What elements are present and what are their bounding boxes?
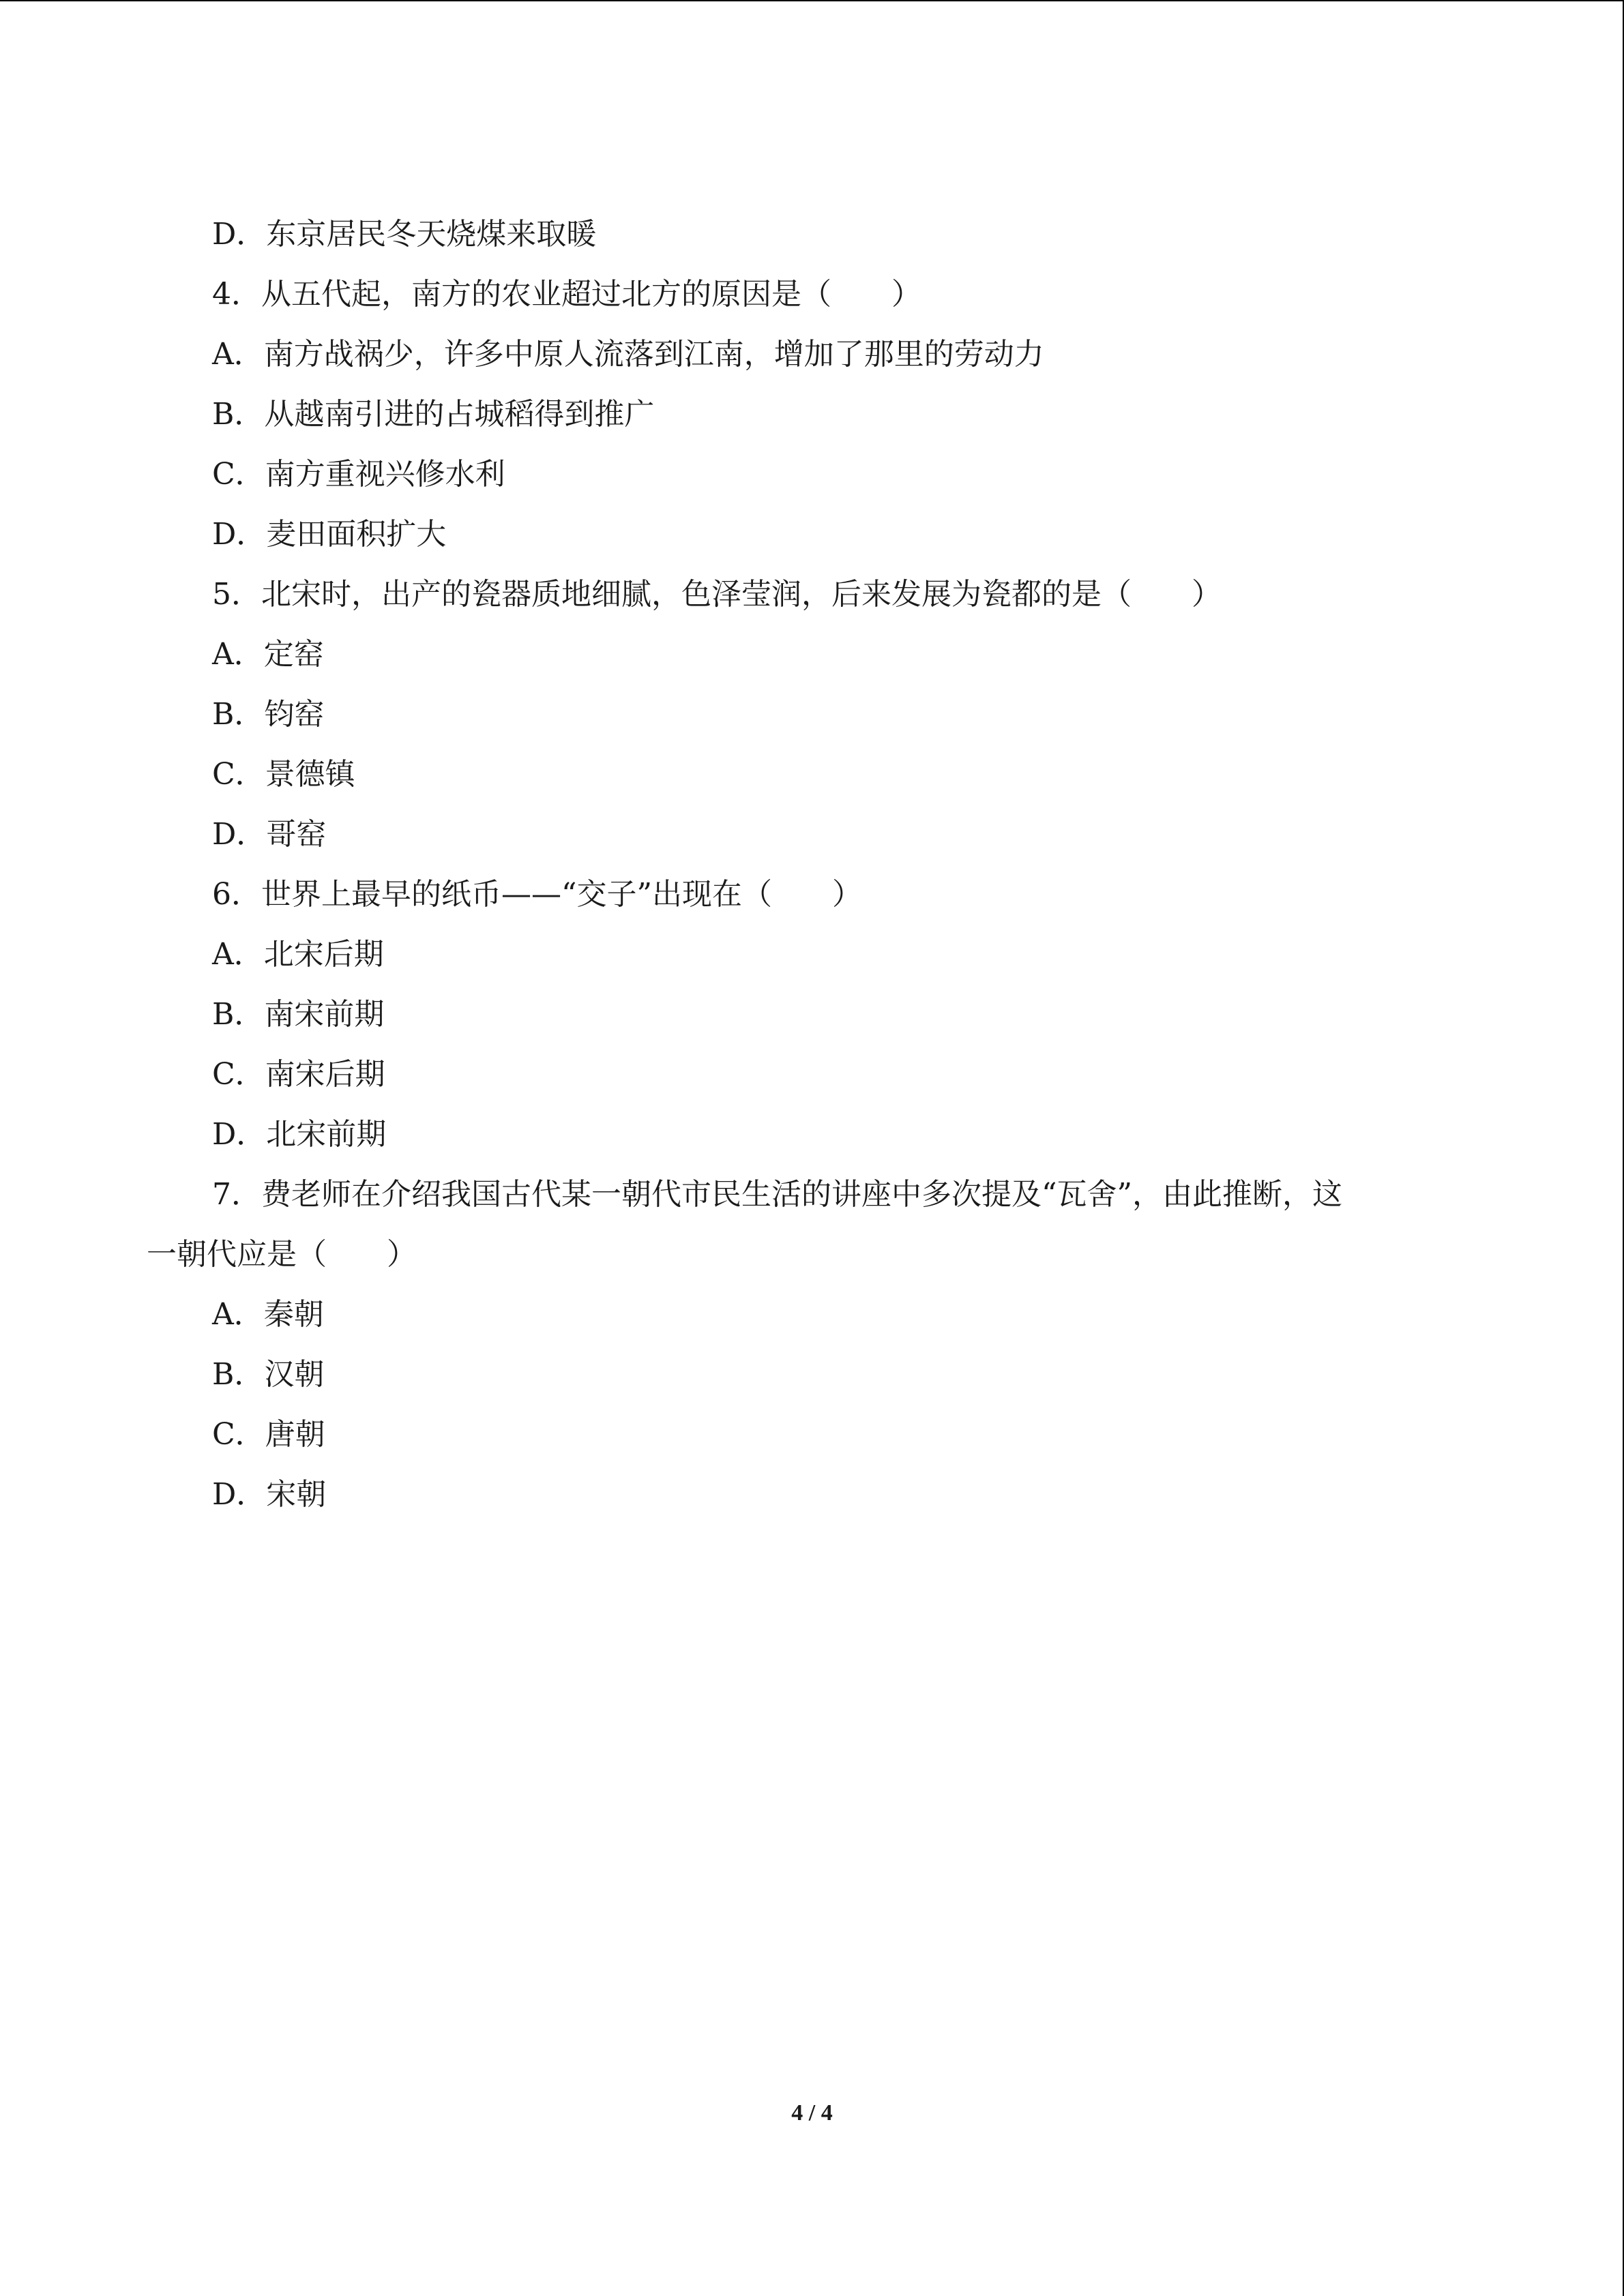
q4-option-b: B．从越南引进的占城稻得到推广 [212,397,655,432]
q7-stem-continued: 一朝代应是（ ） [147,1237,417,1272]
q7-option-a: A．秦朝 [212,1297,324,1332]
q6-stem: 6．世界上最早的纸币——“交子”出现在（ ） [212,877,862,912]
q5-option-b: B．钧窑 [212,697,325,732]
q5-option-c: C．景德镇 [212,757,355,792]
q6-option-a: A．北宋后期 [212,937,384,972]
q7-option-d: D．宋朝 [212,1477,327,1512]
q5-stem: 5．北宋时，出产的瓷器质地细腻，色泽莹润，后来发展为瓷都的是（ ） [212,577,1222,612]
q4-option-a: A．南方战祸少，许多中原人流落到江南，增加了那里的劳动力 [212,337,1044,372]
q3-option-d: D．东京居民冬天烧煤来取暖 [212,217,597,252]
q6-option-c: C．南宋后期 [212,1057,385,1092]
q7-option-c: C．唐朝 [212,1417,325,1452]
q4-stem: 4．从五代起，南方的农业超过北方的原因是（ ） [212,277,921,312]
q4-option-c: C．南方重视兴修水利 [212,457,505,492]
q4-option-d: D．麦田面积扩大 [212,517,447,552]
q5-option-d: D．哥窑 [212,817,327,852]
q7-stem: 7．费老师在介绍我国古代某一朝代市民生活的讲座中多次提及“瓦舍”，由此推断，这 [212,1177,1342,1212]
q5-option-a: A．定窑 [212,637,324,672]
q6-option-d: D．北宋前期 [212,1117,387,1152]
page-number: 4 / 4 [791,2100,833,2126]
q6-option-b: B．南宋前期 [212,997,385,1032]
q7-option-b: B．汉朝 [212,1357,325,1392]
